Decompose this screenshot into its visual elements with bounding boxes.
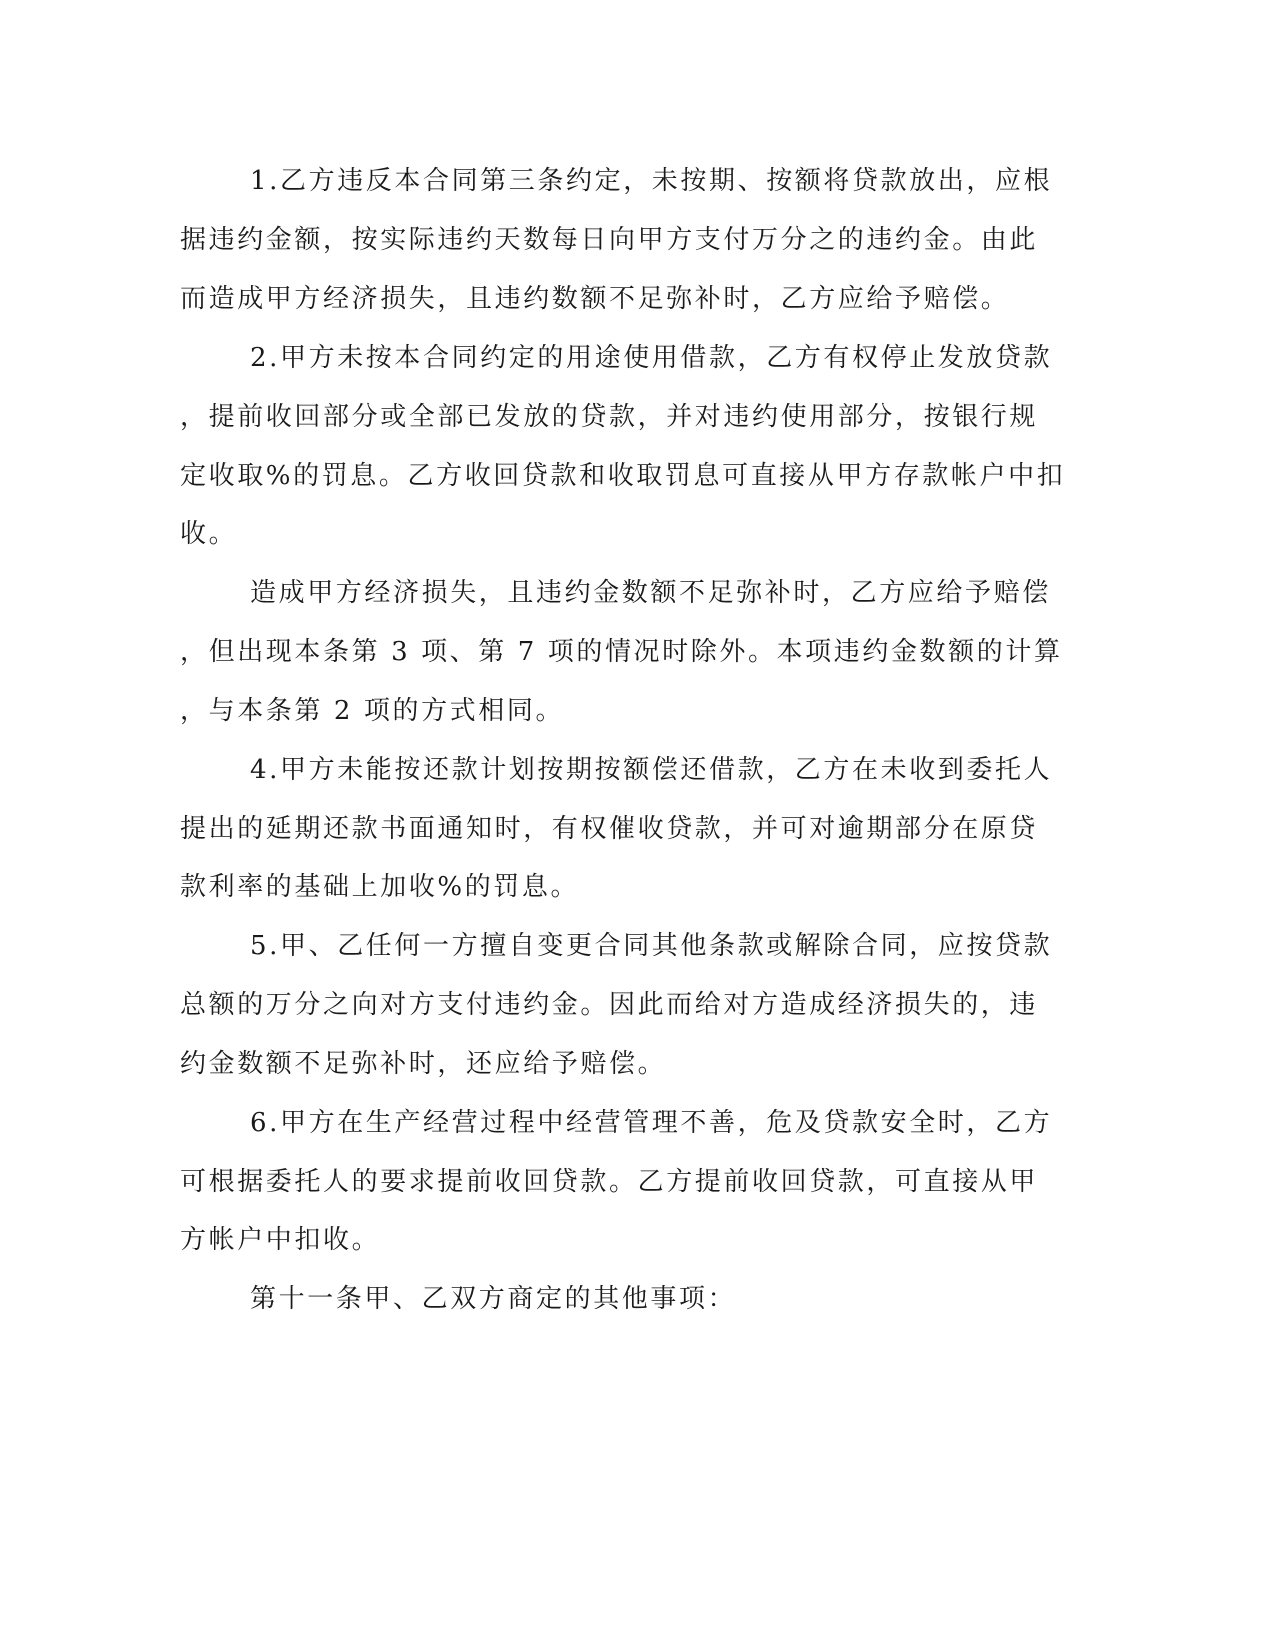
- paragraph-3-line-1: 造成甲方经济损失，且违约金数额不足弥补时，乙方应给予赔偿: [250, 578, 1051, 608]
- paragraph-2-line-2: ，提前收回部分或全部已发放的贷款，并对违约使用部分，按银行规: [180, 402, 1039, 432]
- paragraph-2-line-4: 收。: [180, 519, 238, 549]
- paragraph-1-line-2: 据违约金额，按实际违约天数每日向甲方支付万分之的违约金。由此: [180, 225, 1039, 255]
- paragraph-4-line-3: 款利率的基础上加收%的罚息。: [180, 872, 580, 902]
- paragraph-6-line-3: 方帐户中扣收。: [180, 1225, 381, 1255]
- paragraph-2-line-3: 定收取%的罚息。乙方收回贷款和收取罚息可直接从甲方存款帐户中扣: [180, 461, 1066, 491]
- paragraph-6-line-1: 6.甲方在生产经营过程中经营管理不善，危及贷款安全时，乙方: [250, 1108, 1053, 1138]
- paragraph-5-line-3: 约金数额不足弥补时，还应给予赔偿。: [180, 1049, 667, 1079]
- paragraph-3-line-2: ，但出现本条第 3 项、第 7 项的情况时除外。本项违约金数额的计算: [180, 637, 1063, 667]
- paragraph-5-line-2: 总额的万分之向对方支付违约金。因此而给对方造成经济损失的，违: [180, 990, 1039, 1020]
- paragraph-5-line-1: 5.甲、乙任何一方擅自变更合同其他条款或解除合同，应按贷款: [250, 931, 1053, 961]
- paragraph-3-line-3: ，与本条第 2 项的方式相同。: [180, 696, 565, 726]
- paragraph-4-line-1: 4.甲方未能按还款计划按期按额偿还借款，乙方在未收到委托人: [250, 755, 1053, 785]
- paragraph-1-line-3: 而造成甲方经济损失，且违约数额不足弥补时，乙方应给予赔偿。: [180, 284, 1010, 314]
- paragraph-4-line-2: 提出的延期还款书面通知时，有权催收贷款，并可对逾期部分在原贷: [180, 814, 1039, 844]
- paragraph-1-line-1: 1.乙方违反本合同第三条约定，未按期、按额将贷款放出，应根: [250, 166, 1053, 196]
- paragraph-6-line-2: 可根据委托人的要求提前收回贷款。乙方提前收回贷款，可直接从甲: [180, 1167, 1039, 1197]
- paragraph-7-line-1: 第十一条甲、乙双方商定的其他事项：: [250, 1284, 737, 1314]
- paragraph-2-line-1: 2.甲方未按本合同约定的用途使用借款，乙方有权停止发放贷款: [250, 343, 1053, 373]
